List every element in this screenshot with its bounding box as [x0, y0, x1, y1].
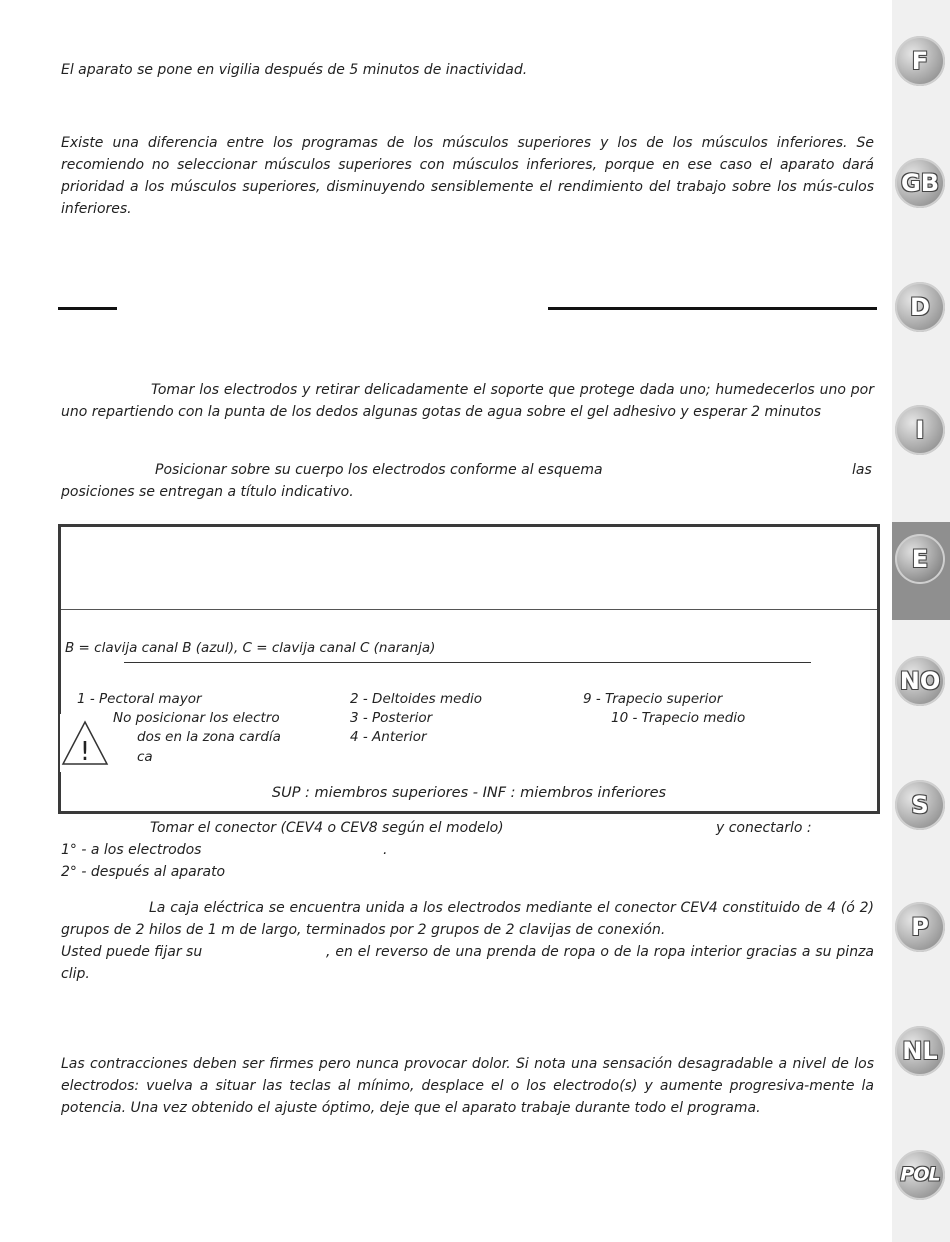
connector-step-2: 2° - después al aparato: [61, 864, 226, 880]
plug-legend: B = clavija canal B (azul), C = clavija canal C (naranja): [65, 640, 436, 656]
section-rule-left: [58, 307, 117, 310]
paragraph-clip-part1: Usted puede fijar su: [61, 944, 203, 960]
language-tab-s[interactable]: S: [895, 780, 945, 830]
language-tab-pol[interactable]: POL: [895, 1150, 945, 1200]
paragraph-muscle-programs: Existe una diferencia entre los programas de los músculos superiores y los de los músculos inferiores. Se recomiendo no seleccionar músculos superiores con músculos inferiores, porque en ese caso el aparato dará prioridad a los músculos superiores, disminuyendo sensiblemente el rendimiento del trabajo sobre los mús-culos inferiores.: [61, 135, 874, 217]
legend-underline: [124, 662, 811, 663]
svg-text:!: !: [79, 737, 91, 767]
muscle-9: 9 - Trapecio superior: [583, 691, 723, 707]
box-divider: [61, 609, 877, 610]
paragraph-clip-part2: , en el reverso de una prenda de ropa o de la ropa interior gracias a su pinza clip.: [61, 944, 874, 982]
muscle-1: 1 - Pectoral mayor: [77, 691, 202, 707]
paragraph-contractions: Las contracciones deben ser firmes pero nunca provocar dolor. Si nota una sensación desagradable a nivel de los electrodos: vuelva a situar las teclas al mínimo, desplace el o los electrodo(s) y aumente progresiva-mente la potencia. Una vez obtenido el ajuste óptimo, deje que el aparato trabaje durante todo el programa.: [61, 1056, 874, 1116]
electrode-diagram-box: [58, 524, 880, 814]
language-tab-e[interactable]: E: [895, 534, 945, 584]
paragraph-connector-part2: y conectarlo :: [716, 820, 812, 836]
muscle-3: 3 - Posterior: [350, 710, 433, 726]
warning-line-1: No posicionar los electro: [113, 710, 280, 726]
paragraph-standby: El aparato se pone en vigilia después de 5 minutos de inactividad.: [61, 62, 528, 78]
language-tab-i[interactable]: I: [895, 405, 945, 455]
muscle-4: 4 - Anterior: [350, 729, 427, 745]
language-tab-gb[interactable]: GB: [895, 158, 945, 208]
muscle-10: 10 - Trapecio medio: [611, 710, 746, 726]
language-tab-no[interactable]: NO: [895, 656, 945, 706]
warning-icon: [60, 714, 114, 772]
warning-line-3: ca: [137, 749, 153, 765]
paragraph-electrodes-prep: Tomar los electrodos y retirar delicadamente el soporte que protege dada uno; humedecerlos uno por uno repartiendo con la punta de los dedos algunas gotas de agua sobre el gel adhesivo y esperar 2 minutos: [61, 382, 874, 420]
language-tab-nl[interactable]: NL: [895, 1026, 945, 1076]
paragraph-connector-part1: Tomar el conector (CEV4 o CEV8 según el modelo): [150, 820, 504, 836]
paragraph-cev4: La caja eléctrica se encuentra unida a los electrodos mediante el conector CEV4 constituido de 4 (ó 2) grupos de 2 hilos de 1 m de largo, terminados por 2 grupos de 2 clavijas de conexión.: [61, 900, 874, 938]
language-tab-p[interactable]: P: [895, 902, 945, 952]
connector-step-1-dot: .: [383, 842, 388, 858]
warning-line-2: dos en la zona cardía: [137, 729, 281, 745]
paragraph-position-part2: las: [852, 462, 872, 478]
muscle-2: 2 - Deltoides medio: [350, 691, 483, 707]
paragraph-position-part1: Posicionar sobre su cuerpo los electrodos conforme al esquema: [155, 462, 603, 478]
language-tab-d[interactable]: D: [895, 282, 945, 332]
paragraph-position-part3: posiciones se entregan a título indicativo.: [61, 484, 354, 500]
section-rule-right: [548, 307, 877, 310]
connector-step-1: 1° - a los electrodos: [61, 842, 202, 858]
language-tab-f[interactable]: F: [895, 36, 945, 86]
sup-inf-legend: SUP : miembros superiores - INF : miembros inferiores: [271, 785, 667, 801]
